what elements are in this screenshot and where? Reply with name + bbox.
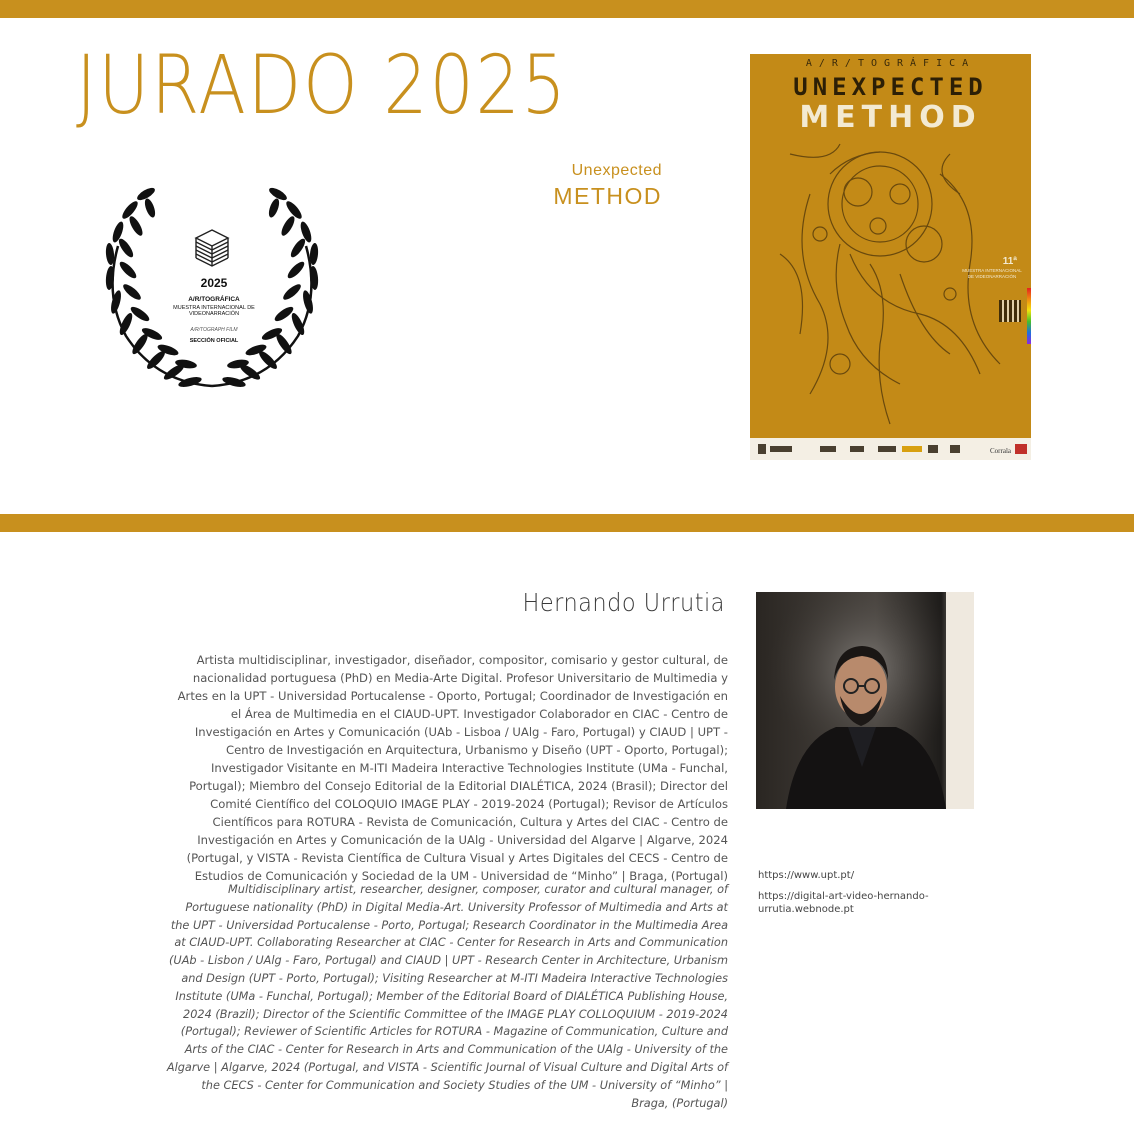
poster-sponsor-footer xyxy=(750,438,1031,460)
sponsor-logo xyxy=(770,446,792,452)
laurel-section: SECCIÓN OFICIAL xyxy=(189,338,239,344)
laurel-subtitle: MUESTRA INTERNACIONAL DE VIDEONARRACIÓN xyxy=(173,305,255,317)
sponsor-logo xyxy=(902,446,922,452)
juror-name: Hernando Urrutia xyxy=(522,588,725,617)
subtitle-method: METHOD xyxy=(553,183,662,209)
laurel-film: A/R/TOGRAPH FILM xyxy=(190,327,238,333)
qr-code-icon xyxy=(999,300,1021,322)
link-upt[interactable]: https://www.upt.pt/ xyxy=(758,870,855,881)
sponsor-logo xyxy=(850,446,864,452)
sponsor-logo xyxy=(950,445,960,453)
poster-top-text: A/R/TOGRÁFICA xyxy=(805,58,976,69)
stacked-layers-icon xyxy=(196,230,228,266)
top-accent-bar xyxy=(0,0,1134,18)
event-poster xyxy=(750,54,1031,460)
color-strip xyxy=(1027,288,1031,344)
page-title: JURADO 2025 xyxy=(76,39,568,133)
robot-illustration-icon xyxy=(750,134,1031,434)
juror-bio-spanish: Artista multidisciplinar, investigador, diseñador, compositor, comisario y gestor cultural, de nacionalidad portuguesa (PhD) en Media-Arte Digital. Profesor Universitario de Multimedia y Artes en la UPT - Universidad Portucalense - Oporto, Portugal; Coordinador de Investigación en el Área de Multimedia en el CIAUD-UPT. Investigador Colaborador en CIAC - Centro de Investigación en Artes y Comunicación (UAb - Lisboa / UAlg - Faro, Portugal) y CIAUD | UPT - Centro de Investigación en Arquitectura, Urbanismo y Diseño (UPT - Oporto, Portugal); Investigador Visitante en M-ITI Madeira Interactive Technologies Institute (UMa - Funchal, Portugal); Miembro del Consejo Editorial de la Editorial DIALÉTICA, 2024 (Brasil); Director del Comité Científico del COLOQUIO IMAGE PLAY - 2019-2024 (Portugal); Revisor de Artículos Científicos para ROTURA - Revista de Comunicación, Cultura y Artes del CIAC - Centro de Investigación en Artes y Comunicación de la UAlg - Universidad del Algarve | Algarve, 2024 (Portugal, y VISTA - Revista Científica de Cultura Visual y Artes Digitales del CECS - Centro de Estudios de Comunicación y Sociedad de la UM - Universidad de “Minho” | Braga, (Portugal) xyxy=(177,653,728,883)
sponsor-logo xyxy=(928,445,938,453)
sponsor-logo xyxy=(820,446,836,452)
link-portfolio[interactable]: https://digital-art-video-hernando-urrutia.webnode.pt xyxy=(758,891,929,915)
juror-bio-english: Multidisciplinary artist, researcher, designer, composer, curator and cultural manager, of Portuguese nationality (PhD) in Digital Media-Art. University Professor of Multimedia and Arts at the UPT - Universidad Portucalense - Porto, Portugal; Research Coordinator in the Multimedia Area at CIAUD-UPT. Collaborating Researcher at CIAC - Center for Research in Arts and Communication (UAb - Lisbon / UAlg - Faro, Portugal) and CIAUD | UPT - Research Center in Architecture, Urbanism and Design (UPT - Porto, Portugal); Visiting Researcher at M-ITI Madeira Interactive Technologies Institute (UMa - Funchal, Portugal); Member of the Editorial Board of DIALÉTICA Publishing House, 2024 (Brazil); Director of the Scientific Committee of the IMAGE PLAY COLLOQUIUM - 2019-2024 (Portugal); Reviewer of Scientific Articles for ROTURA - Magazine of Communication, Culture and Arts of the CIAC - Center for Research in Arts and Communication of the UAlg - University of the Algarve | Algarve, 2024 (Portugal, and VISTA - Scientific Journal of Visual Culture and Digital Arts of the CECS - Center for Communication and Society Studies of the UM - University of “Minho” | Braga, (Portugal) xyxy=(166,883,728,1110)
sponsor-logo xyxy=(878,446,896,452)
poster-footer-brand: Corrala xyxy=(990,447,1011,455)
laurel-name: A/R/TOGRÁFICA xyxy=(188,296,240,303)
sponsor-logo xyxy=(758,444,766,454)
poster-headline: UNEXPECTED xyxy=(793,73,988,101)
juror-photo xyxy=(756,592,974,809)
poster-info: MUESTRA INTERNACIONAL DE VIDEONARRACIÓN xyxy=(962,268,1022,279)
section-divider-bar xyxy=(0,514,1134,532)
sponsor-logo xyxy=(1015,444,1027,454)
juror-links xyxy=(758,869,948,916)
poster-title: METHOD xyxy=(799,100,982,135)
poster-edition: 11ª xyxy=(1002,256,1017,267)
subtitle-unexpected: Unexpected xyxy=(571,162,662,179)
laurel-year: 2025 xyxy=(200,276,228,290)
